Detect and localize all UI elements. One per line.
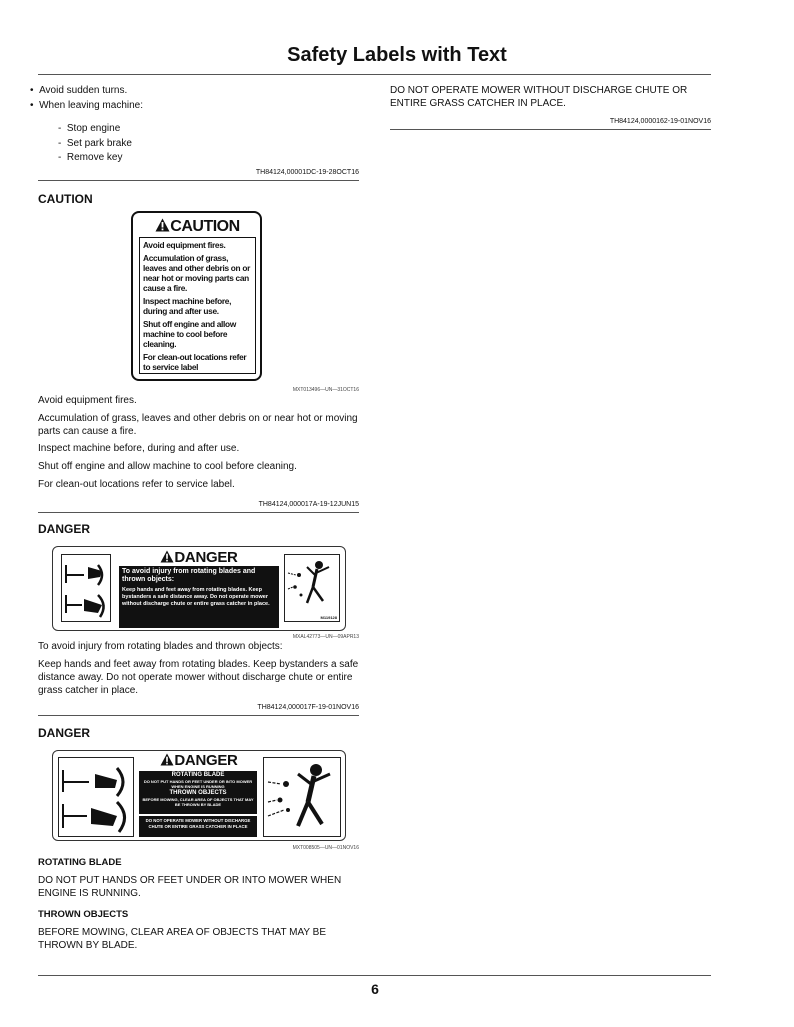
warning-triangle-icon [160,753,174,766]
page-title: Safety Labels with Text [287,44,507,66]
label-rotating-text: DO NOT PUT HANDS OR FEET UNDER OR INTO MOWER WHEN ENGINE IS RUNNING [143,779,253,789]
label-text-block [119,566,279,628]
bullet-item: • When leaving machine: [30,100,144,111]
caution-safety-label [131,211,262,381]
section-rule [390,129,711,130]
dash-item: - Remove key [58,152,123,163]
section-heading: DANGER [38,726,91,740]
section-heading: CAUTION [38,192,93,206]
footer-rule [38,975,711,976]
reference-code: TH84124,0000162-19-01NOV16 [609,118,711,125]
label-bar-text: Keep hands and feet away from rotating blades. Keep bystanders a safe distance away. Do not operate mower without discharge chute or entire grass catcher in place. [122,587,270,607]
subheading: ROTATING BLADE [38,857,122,868]
label-line: Avoid equipment fires. [143,240,226,250]
danger-safety-label [52,546,346,631]
paragraph: BEFORE MOWING, CLEAR AREA OF OBJECTS THAT MAY BE THROWN BY BLADE. [38,927,327,951]
pictogram-panel [61,554,111,622]
label-text-block [139,771,257,814]
paragraph: Accumulation of grass, leaves and other debris on or near hot or moving parts can cause a fire. [38,413,358,437]
label-header: DANGER [119,549,279,565]
warning-triangle-icon [160,550,174,563]
section-rule [38,715,359,716]
label-bar-title: To avoid injury from rotating blades and thrown objects: [122,568,256,583]
figure-id: MXT008505—UN—01NOV16 [292,845,359,851]
pictogram-panel [263,757,341,837]
paragraph: Shut off engine and allow machine to cool before cleaning. [38,461,297,472]
paragraph: DO NOT PUT HANDS OR FEET UNDER OR INTO MOWER WHEN ENGINE IS RUNNING. [38,875,342,899]
bullet-item: • Avoid sudden turns. [30,85,128,96]
thrown-object-person-icon [285,555,339,613]
pictogram-panel [284,554,340,622]
label-line: Shut off engine and allow machine to cool before cleaning. [143,319,236,349]
pictogram-panel [58,757,134,837]
page-number: 6 [371,981,379,997]
section-rule [38,512,359,513]
section-heading: DANGER [38,522,91,536]
paragraph: Keep hands and feet away from rotating blades. Keep bystanders a safe distance away. Do not operate mower without discharge chute or entire grass catcher in place. [38,659,359,696]
figure-id: MXAL42773—UN—09APR13 [292,634,359,640]
label-chute-text: DO NOT OPERATE MOWER WITHOUT DISCHARGE CHUTE OR ENTIRE GRASS CATCHER IN PLACE [145,818,251,829]
hand-blade-icon [62,555,110,621]
label-line: Accumulation of grass, leaves and other debris on or near hot or moving parts can cause a fire. [143,253,251,293]
paragraph: DO NOT OPERATE MOWER WITHOUT DISCHARGE CHUTE OR ENTIRE GRASS CATCHER IN PLACE. [390,85,688,109]
dash-item: - Stop engine [58,123,121,134]
paragraph: Inspect machine before, during and after use. [38,443,240,454]
paragraph: For clean-out locations refer to service label. [38,479,235,490]
dash-item: - Set park brake [58,138,132,149]
reference-code: TH84124,000017A-19-12JUN15 [258,501,359,508]
warning-triangle-icon [155,218,170,232]
reference-code: TH84124,00001DC-19-28OCT16 [255,169,359,176]
label-rotating-title: ROTATING BLADE [171,772,225,778]
paragraph: Avoid equipment fires. [38,395,137,406]
paragraph: To avoid injury from rotating blades and thrown objects: [38,641,283,652]
figure-id: MXT013496—UN—31OCT16 [292,387,359,393]
hand-blade-icon [59,758,133,836]
label-body [139,237,256,374]
label-thrown-text: BEFORE MOWING, CLEAR AREA OF OBJECTS THAT MAY BE THROWN BY BLADE [142,797,254,807]
section-rule [38,180,359,181]
title-rule [38,74,711,75]
label-header: DANGER [139,752,259,769]
reference-code: TH84124,000017F-19-01NOV16 [257,704,359,711]
label-header: CAUTION [139,218,256,236]
thrown-object-person-icon [264,758,340,836]
danger-safety-label [52,750,346,841]
label-line: For clean-out locations refer to service label [143,352,247,372]
part-number: M119128 [320,615,337,620]
label-chute-block [139,816,257,837]
label-line: Inspect machine before, during and after use. [143,296,232,316]
label-thrown-title: THROWN OBJECTS [169,790,227,796]
subheading: THROWN OBJECTS [38,909,129,920]
